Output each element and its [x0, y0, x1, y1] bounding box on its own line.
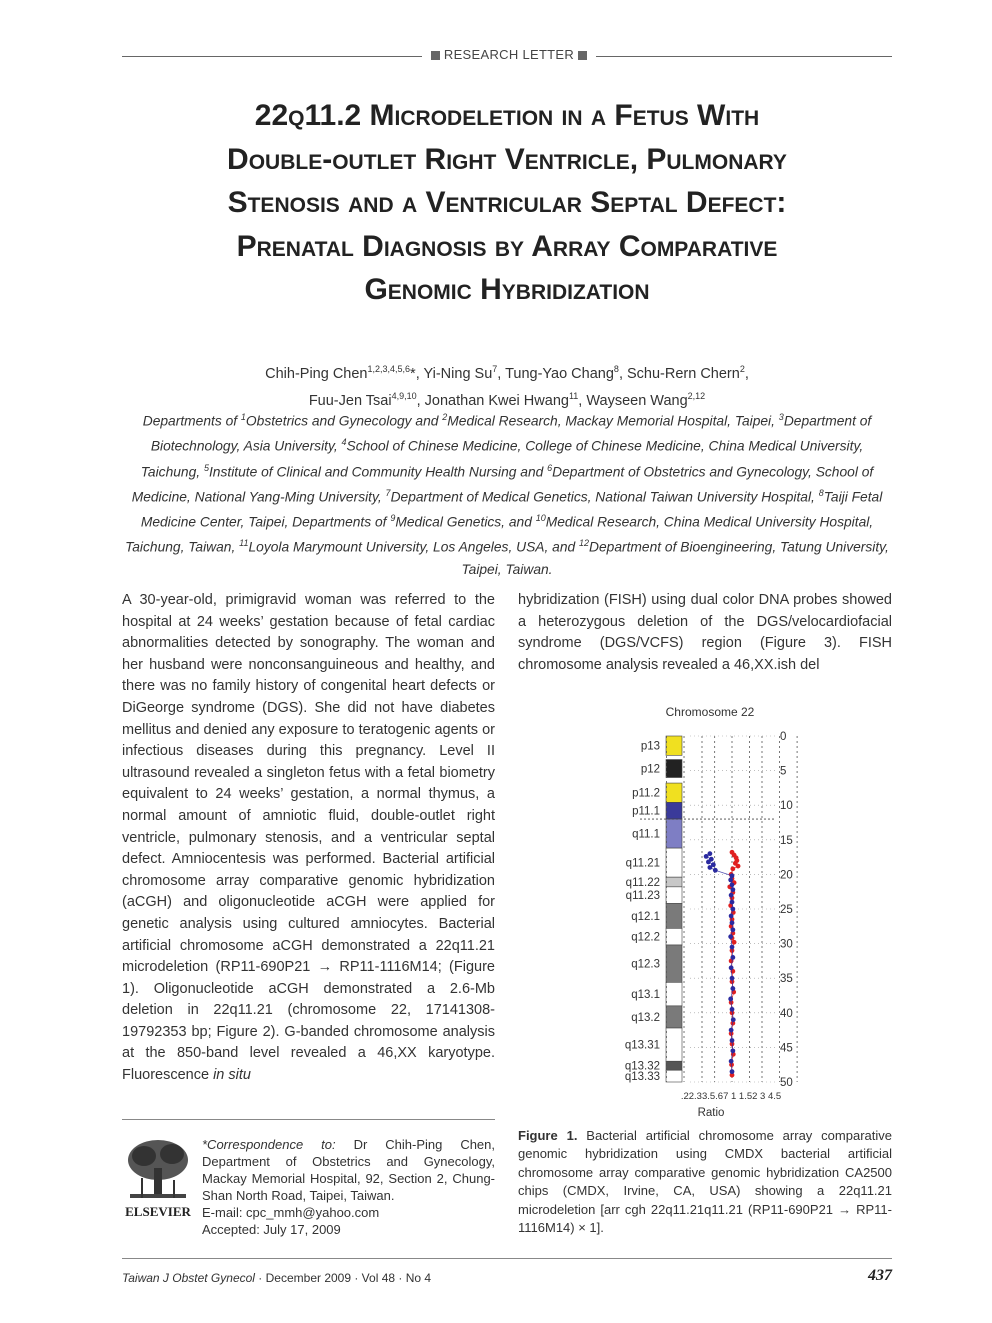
body-text-right: hybridization (FISH) using dual color DNA probes showed a heterozygous deletion of the DGS/velocardiofacial syndrome (DGS/VCFS) region (Figure 3). FISH chromosome analysis revealed a 46,XX.ish del: [518, 592, 892, 673]
band-label: q13.31: [624, 1039, 660, 1052]
data-point: [730, 976, 735, 981]
x-axis-label: Ratio: [697, 1107, 725, 1119]
data-point: [729, 1028, 734, 1033]
band-label: q12.3: [631, 958, 660, 971]
data-point: [730, 1038, 735, 1043]
data-point: [728, 878, 733, 883]
affil-text: Taiji Fetal Medicine Center, Taipei, Departments of: [140, 489, 883, 530]
band-label: q13.2: [631, 1011, 660, 1024]
affiliations: Departments of $^1$Obstetrics and Gynecology and $^2$Medical Research, Mackay Memorial Hospital, Taipei, $^3$Department of Biotechnology, Asia University, $^4$School of Chinese Medicine, College of Chinese Medicine, China Medical University, Taichung, $^5$Institute of Clinical and Community Health Nursing and $^6$Department of Obstetrics and Gynecology, School of Medicine, National Yang-Ming University, $^7$Department of Medical Genetics, National Taiwan University Hospital, $^8$Taiji Fetal Medicine Center, Taipei, Departments of $^9$Medical Genetics, and $^{10}$Medical Research, China Medical University Hospital, Taichung, Taiwan, $^{11}$Loyola Marymount University, Los Angeles, USA, and $^{12}$Department of Bioengineering, Tatung University, Taipei, Taiwan.: [125, 412, 889, 577]
band-label: q11.1: [632, 828, 660, 841]
x-tick-labels: .22.33.5.67 1 1.52 3 4.5: [680, 1091, 782, 1102]
affil-sup: 2: [442, 412, 448, 422]
band-label: q12.1: [631, 910, 660, 923]
affil-text: Loyola Marymount University, Los Angeles, USA, and: [248, 540, 579, 556]
footer-rule: [122, 1258, 892, 1259]
author-list: Chih-Ping Chen$^{1,2,3,4,5,6}$*, Yi-Ning Su$^7$, Tung-Yao Chang$^8$, Schu-Rern Chern$^2$, Fuu-Jen Tsai$^{4,9,10}$, Jonathan Kwei Hwang$^{11}$, Wayseen Wang$^{2,12}$: [265, 364, 749, 409]
data-point: [730, 955, 735, 960]
elsevier-logo-icon: [122, 1138, 194, 1212]
data-point: [707, 865, 712, 870]
data-point: [729, 914, 734, 919]
chromosome-band: [666, 736, 682, 755]
y-tick-label: 20: [780, 869, 793, 882]
chart-title: Chromosome 22: [665, 705, 755, 719]
band-label: p13: [640, 740, 660, 753]
author-name: Yi-Ning Su: [423, 365, 493, 382]
band-label: q11.21: [625, 857, 660, 870]
affil-sup: 9: [390, 513, 396, 524]
data-point: [736, 864, 741, 869]
footnote-rule: [122, 1119, 495, 1120]
y-tick-label: 25: [780, 904, 793, 916]
affil-text: Medical Research, Mackay Memorial Hospital, Taipei,: [447, 413, 779, 429]
data-point: [732, 940, 737, 945]
y-tick-label: 30: [780, 938, 793, 951]
data-point: [730, 927, 735, 932]
header-rule-right: [596, 56, 892, 57]
data-point: [729, 965, 734, 970]
chromosome-band: [666, 877, 682, 887]
data-point: [706, 860, 711, 865]
data-point: [730, 1048, 735, 1053]
data-point: [730, 887, 735, 892]
chromosome-band: [666, 783, 682, 802]
affil-text: Department of Obstetrics and Gynecology, School of Medicine, National Yang-Ming University,: [131, 464, 874, 505]
affil-text: Department of Bioengineering, Tatung University, Taipei, Taiwan.: [461, 540, 889, 577]
data-point: [728, 997, 733, 1002]
affil-sup: 6: [547, 462, 553, 473]
data-point: [730, 882, 735, 887]
journal-citation: Taiwan J Obstet Gynecol · December 2009 · Vol 48 · No 4: [122, 1271, 432, 1285]
affil-sup: 1: [240, 412, 246, 422]
affil-text: Obstetrics and Gynecology and: [245, 413, 443, 429]
chromosome-band: [666, 928, 682, 945]
affil-text: Department of Biotechnology, Asia University,: [150, 413, 872, 454]
chromosome-band: [666, 903, 682, 928]
chromosome-band: [666, 945, 682, 982]
square-icon: [431, 51, 440, 60]
affil-sup: 11: [239, 538, 249, 549]
band-label: p11.1: [632, 805, 660, 818]
author-name: Wayseen Wang: [586, 392, 688, 409]
figure-caption: Figure 1. Bacterial artificial chromosome array comparative genomic hybridization using CMDX bacterial artificial chromosome array comparative genomic hybridization CA2500 chips (CMDX, Irvine, CA, USA) showing a 22q11.21 microdeletion [arr cgh 22q11.21q11.21 (RP11-690P21 → RP11-1116M14) × 1].: [518, 1128, 892, 1236]
y-tick-label: 45: [780, 1042, 793, 1055]
chromosome-band: [666, 1028, 682, 1061]
affil-text: Medical Research, China Medical University Hospital, Taichung, Taiwan,: [125, 514, 874, 556]
publisher-name: ELSEVIER: [125, 1204, 191, 1219]
data-point: [730, 873, 735, 878]
data-point: [730, 945, 735, 950]
y-tick-label: 40: [780, 1007, 793, 1020]
data-point: [730, 866, 735, 871]
data-point: [730, 986, 735, 991]
acgh-chart: [600, 722, 830, 1122]
header-rule-left: [122, 56, 422, 57]
band-label: p11.2: [632, 787, 660, 800]
band-label: q13.1: [631, 989, 660, 1002]
data-point: [730, 1007, 735, 1012]
chromosome-band: [666, 982, 682, 1006]
y-tick-label: 50: [780, 1077, 793, 1089]
author-name: Jonathan Kwei Hwang: [424, 392, 569, 409]
author-affil-sup: 8: [613, 364, 619, 374]
square-icon: [578, 51, 587, 60]
affil-sup: 5: [203, 462, 209, 473]
affil-sup: 7: [385, 487, 391, 498]
data-point: [729, 893, 734, 898]
chromosome-band: [666, 887, 682, 904]
y-tick-label: 5: [780, 765, 787, 778]
author-affil-sup: 4,9,10: [391, 390, 417, 401]
band-label: q12.2: [631, 931, 660, 944]
data-point: [730, 920, 735, 925]
chromosome-band: [666, 802, 682, 819]
affil-text: Medical Genetics, and: [395, 514, 536, 530]
affil-sup: 3: [778, 412, 784, 422]
band-label: q11.22: [625, 877, 660, 890]
affil-text: Department of Medical Genetics, National Taiwan University Hospital,: [390, 489, 819, 505]
accepted-date: Accepted: July 17, 2009: [202, 1222, 341, 1237]
author-affil-sup: 2,12: [687, 390, 706, 401]
affil-sup: 12: [579, 538, 590, 549]
affil-sup: 4: [341, 437, 347, 448]
chromosome-band: [666, 1006, 682, 1028]
y-tick-label: 0: [780, 731, 787, 743]
chromosome-band: [666, 1061, 682, 1070]
data-point: [713, 868, 718, 873]
body-text-left: A 30-year-old, primigravid woman was referred to the hospital at 24 weeks’ gestation because of fetal cardiac abnormalities detected by sonography. The woman and her husband were nonconsanguineous and healthy, and there was no family history of congenital heart defects or DiGeorge syndrome (DGS). She did not have diabetes mellitus and denied any exposure to teratogenic agents or infectious diseases during this pregnancy. Level II ultrasound revealed a singleton fetus with a fetal biometry equivalent to 24 weeks’ gestation, a normal thymus, a normal amount of amniotic fluid, double-outlet right ventricle, pulmonary stenosis, and a ventricular septal defect. Amniocentesis was performed. Bacterial artificial chromosome array comparative genomic hybridization (aCGH) and oligonucleotide aCGH were applied for genetic analysis using cultured amniocytes. Bacterial artificial chromosome aCGH demonstrated a 22q11.21 microdeletion (RP11-690P21 → RP11-1116M14; (Figure 1). Oligonucleotide aCGH demonstrated a 2.6-Mb deletion in 22q11.21 (chromosome 22, 17141308-19792353 bp; Figure 2). G-banded chromosome analysis at the 850-band level revealed a 46,XX karyotype. Fluorescence in situ: [122, 592, 495, 1084]
author-affil-sup: 1,2,3,4,5,6: [367, 364, 411, 374]
band-label: q13.32: [624, 1060, 660, 1073]
data-point: [730, 907, 735, 912]
affil-text: School of Chinese Medicine, College of Chinese Medicine, China Medical University, Taichung,: [140, 438, 864, 480]
affil-sup: 8: [818, 487, 824, 498]
author-name: Fuu-Jen Tsai: [308, 392, 392, 409]
data-point: [730, 1069, 735, 1074]
data-point: [728, 934, 733, 939]
data-point: [704, 854, 709, 859]
chromosome-band: [666, 760, 682, 778]
y-tick-label: 35: [780, 973, 793, 986]
chromosome-band: [666, 819, 682, 848]
author-affil-sup: 2: [739, 364, 745, 374]
author-affil-sup: 11: [568, 390, 579, 401]
data-point: [731, 1017, 736, 1022]
y-tick-label: 10: [780, 800, 793, 813]
email: E-mail: cpc_mmh@yahoo.com: [202, 1205, 380, 1220]
author-name: Tung-Yao Chang: [505, 365, 614, 382]
y-tick-label: 15: [780, 834, 793, 847]
author-name: Schu-Rern Chern: [627, 365, 740, 382]
band-label: q11.23: [625, 890, 660, 903]
affil-sup: 10: [535, 513, 546, 524]
author-affil-sup: 7: [492, 364, 498, 374]
band-label: p12: [640, 763, 660, 776]
chromosome-band: [666, 848, 682, 877]
chromosome-band: [666, 1070, 682, 1082]
correspondence: *Correspondence to: Dr Chih-Ping Chen, Department of Obstetrics and Gynecology, Mackay Memorial Hospital, 92, Section 2, Chung-Shan North Road, Taipei, Taiwan. E-mail: cpc_mmh@yahoo.com Accepted: July 17, 2009: [202, 1137, 496, 1237]
data-point: [730, 900, 735, 905]
author-name: Chih-Ping Chen: [265, 365, 368, 382]
band-label: q13.33: [624, 1071, 660, 1084]
affil-text: Institute of Clinical and Community Health Nursing and: [208, 464, 548, 480]
section-label: RESEARCH LETTER: [424, 47, 594, 62]
data-point: [729, 1059, 734, 1064]
article-title: 22q11.2 Microdeletion in a Fetus With Double-outlet Right Ventricle, Pulmonary Stenosis and a Ventricular Septal Defect: Prenatal Diagnosis by Array Comparative Genomic Hybridization: [227, 99, 787, 306]
page-number: 437: [868, 1267, 892, 1284]
